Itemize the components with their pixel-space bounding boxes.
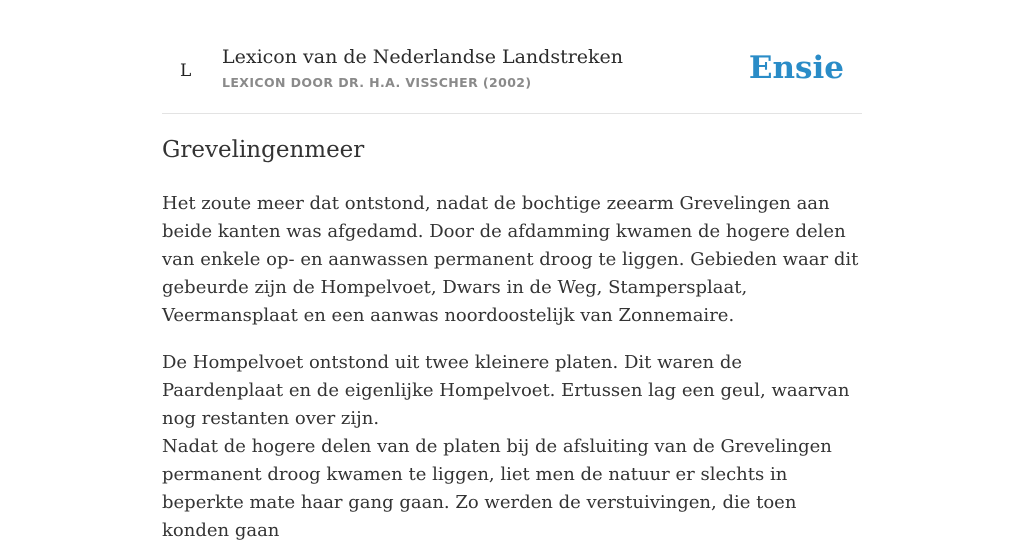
ensie-logo-link[interactable]: Ensie — [748, 50, 844, 86]
source-logo: L — [180, 61, 192, 81]
paragraph: De Hompelvoet ontstond uit twee kleinere platen. Dit waren de Paardenplaat en de eigenlijke Hompelvoet. Ertussen lag een geul, waarvan nog restanten over zijn. — [162, 352, 850, 429]
page-title: Grevelingenmeer — [162, 137, 365, 163]
source-subtitle: LEXICON DOOR DR. H.A. VISSCHER (2002) — [222, 75, 532, 90]
paragraph: Het zoute meer dat ontstond, nadat de bochtige zeearm Grevelingen aan beide kanten was afgedamd. Door de afdamming kwamen de hogere delen van enkele op- en aanwassen permanent droog te liggen. Gebieden waar dit gebeurde zijn de Hompelvoet, Dwars in de Weg, Stampersplaat, Veermansplaat en een aanwas noordoostelijk van Zonnemaire. — [162, 193, 859, 326]
paragraph: Nadat de hogere delen van de platen bij de afsluiting van de Grevelingen permanent droog kwamen te liggen, liet men de natuur er slechts in beperkte mate haar gang gaan. Zo werden de verstuivingen, die toen konden gaan — [162, 436, 832, 541]
source-header — [162, 40, 862, 114]
source-title-link[interactable]: Lexicon van de Nederlandse Landstreken — [222, 46, 624, 68]
article-body — [162, 190, 866, 545]
